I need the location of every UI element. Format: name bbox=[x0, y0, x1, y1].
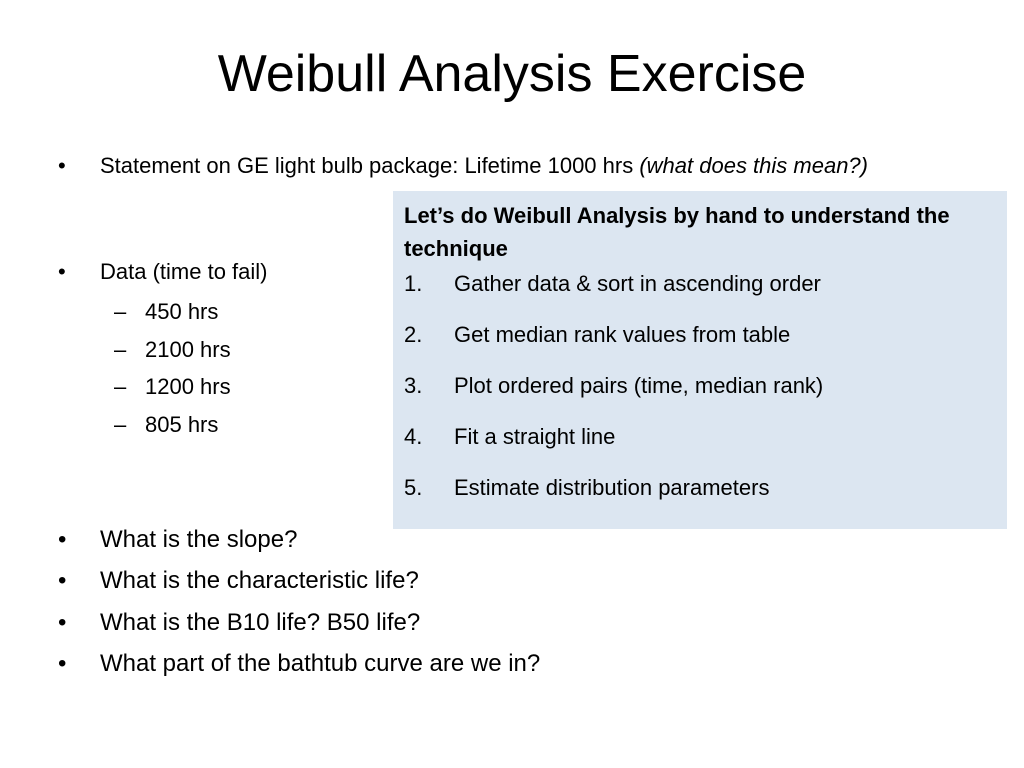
bullet-marker: • bbox=[58, 153, 66, 178]
step-item bbox=[404, 269, 995, 320]
dash-marker: – bbox=[114, 299, 127, 324]
data-value: 2100 hrs bbox=[145, 336, 231, 362]
steps-list bbox=[404, 269, 995, 524]
step-text: Fit a straight line bbox=[454, 424, 616, 449]
slide-title: Weibull Analysis Exercise bbox=[217, 45, 807, 103]
data-value: 805 hrs bbox=[145, 411, 219, 437]
step-text: Plot ordered pairs (time, median rank) bbox=[454, 373, 824, 398]
callout-box bbox=[393, 191, 1007, 529]
step-item bbox=[404, 473, 995, 524]
question-text: What is the slope? bbox=[100, 526, 298, 553]
question-text: What is the characteristic life? bbox=[100, 567, 419, 595]
step-number: 1. bbox=[404, 271, 423, 296]
step-text: Estimate distribution parameters bbox=[454, 475, 770, 500]
bullet-marker: • bbox=[58, 608, 67, 636]
statement-emphasis: (what does this mean?) bbox=[639, 153, 868, 178]
bullet-marker: • bbox=[58, 526, 67, 553]
dash-marker: – bbox=[114, 374, 127, 399]
data-label: Data (time to fail) bbox=[100, 259, 268, 284]
step-number: 3. bbox=[404, 373, 423, 398]
bullet-marker: • bbox=[58, 649, 67, 677]
statement-plain: Statement on GE light bulb package: Lifetime 1000 hrs bbox=[100, 153, 640, 178]
step-text: Gather data & sort in ascending order bbox=[454, 271, 821, 296]
question-text: What is the B10 life? B50 life? bbox=[100, 608, 421, 636]
step-number: 4. bbox=[404, 424, 423, 449]
step-text: Get median rank values from table bbox=[454, 322, 791, 347]
bullet-marker: • bbox=[58, 567, 67, 595]
step-item bbox=[404, 371, 995, 422]
step-number: 5. bbox=[404, 475, 423, 500]
data-value: 450 hrs bbox=[145, 299, 219, 324]
dash-marker: – bbox=[114, 411, 127, 437]
question-text: What part of the bathtub curve are we in? bbox=[100, 649, 541, 677]
callout-heading: Let’s do Weibull Analysis by hand to understand the technique bbox=[404, 203, 950, 261]
step-number: 2. bbox=[404, 322, 423, 347]
statement-text bbox=[100, 150, 930, 181]
bullet-marker: • bbox=[58, 259, 66, 284]
data-value: 1200 hrs bbox=[145, 374, 231, 399]
step-item bbox=[404, 422, 995, 473]
step-item bbox=[404, 320, 995, 371]
dash-marker: – bbox=[114, 336, 127, 362]
